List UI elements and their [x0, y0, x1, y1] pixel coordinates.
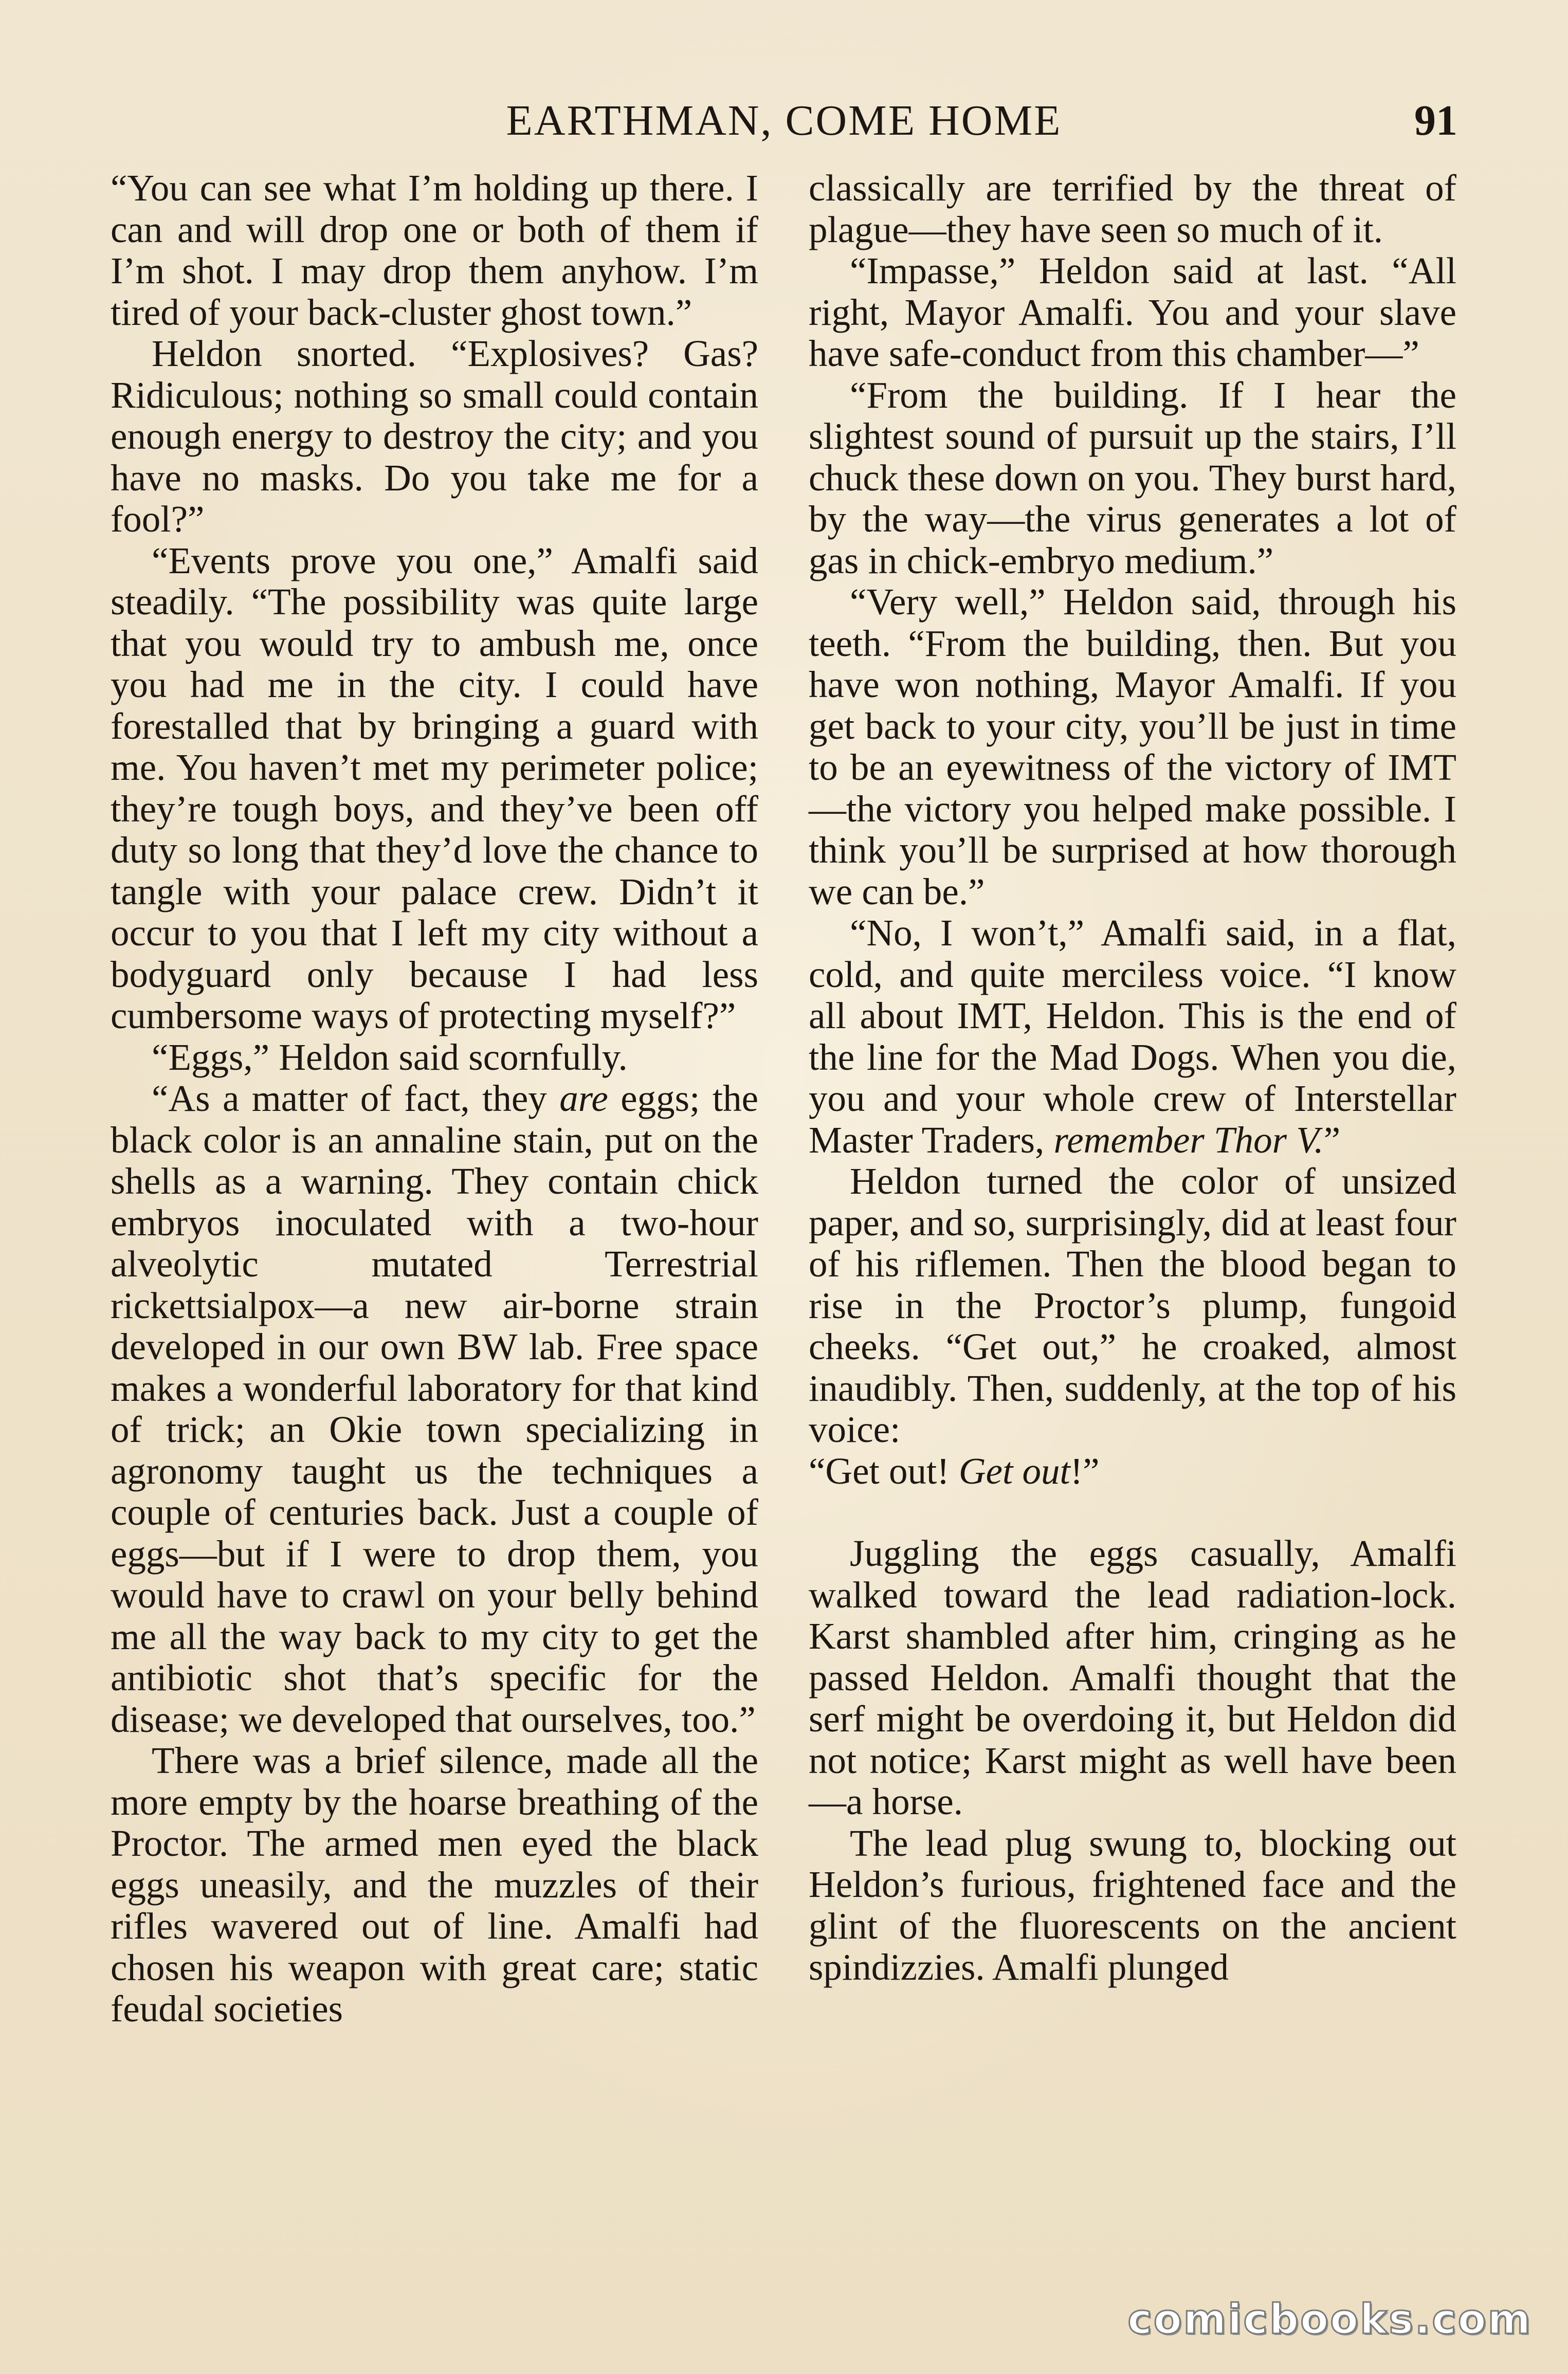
paragraph: “Eggs,” Heldon said scornfully.	[152, 1036, 628, 1078]
paragraph: Juggling the eggs casually, Amalfi walked toward the lead radiation-lock. Karst shambled after him, cringing as he passed Heldon. Amalfi thought that the serf might be overdoing it, but Heldon did not notice; Karst might as well have been—a horse.	[809, 1532, 1456, 1822]
paragraph	[111, 1078, 758, 1740]
paragraph	[809, 1451, 1456, 1492]
paragraph: “Events prove you one,” Amalfi said steadily. “The possibility was quite large that you would try to ambush me, once you had me in the city. I could have forestalled that by bringing a guard with me. You haven’t met my perimeter police; they’re tough boys, and they’ve been off duty so long that they’d love the chance to tangle with your palace crew. Didn’t it occur to you that I left my city without a bodyguard only because I had less cumbersome ways of protecting myself?”	[111, 539, 758, 1036]
paragraph: There was a brief silence, made all the more empty by the hoarse breathing of the Proctor. The armed men eyed the black eggs uneasily, and the muzzles of their rifles wavered out of line. Amalfi had chosen his weapon with great care; static feudal societies	[111, 1740, 758, 2030]
left-column	[111, 168, 758, 2030]
emphasis-text: Get out	[958, 1450, 1070, 1492]
text-run: eggs; the black color is an annaline stain, put on the shells as a warning. They contain chick embryos inoculated with a two-hour alveolytic mutated Terrestrial rickettsialpox—a new air-borne strain developed in our own BW lab. Free space makes a wonderful laboratory for that kind of trick; an Okie town specializing in agronomy taught us the techniques a couple of centuries back. Just a couple of eggs—but if I were to drop them, you would have to crawl on your belly behind me all the way back to my city to get the antibiotic shot that’s specific for the disease; we developed that ourselves, too.”	[111, 1078, 758, 1740]
paragraph: “From the building. If I hear the slightest sound of pursuit up the stairs, I’ll chuck these down on you. They burst hard, by the way—the virus generates a lot of gas in chick-embryo medium.”	[809, 374, 1456, 581]
running-head	[111, 93, 1457, 149]
text-run: “Get out!	[809, 1450, 959, 1492]
emphasis-text: are	[559, 1078, 608, 1119]
paragraph: Heldon snorted. “Explosives? Gas? Ridiculous; nothing so small could contain enough energy to destroy the city; and you have no masks. Do you take me for a fool?”	[111, 333, 758, 540]
page-number: 91	[1414, 97, 1457, 144]
paragraph: “You can see what I’m holding up there. I can and will drop one or both of them if I’m shot. I may drop them anyhow. I’m tired of your back-cluster ghost town.”	[111, 167, 758, 333]
paragraph: “Impasse,” Heldon said at last. “All right, Mayor Amalfi. You and your slave have safe-conduct from this chamber—”	[809, 250, 1456, 374]
text-run: !”	[1070, 1450, 1100, 1492]
text-run: “As a matter of fact, they	[152, 1078, 560, 1119]
emphasis-text: remember Thor V.	[1053, 1119, 1324, 1161]
text-run: “No, I won’t,” Amalfi said, in a flat, cold, and quite merciless voice. “I know all about IMT, Heldon. This is the end of the line for the Mad Dogs. When you die, you and your whole crew of Interstellar Master Traders,	[809, 912, 1456, 1161]
right-column	[809, 168, 1456, 1988]
paragraph: Heldon turned the color of unsized paper, and so, surprisingly, did at least four of his riflemen. Then the blood began to rise in the Proctor’s plump, fungoid cheeks. “Get out,” he croaked, almost inaudibly. Then, suddenly, at the top of his voice:	[809, 1160, 1456, 1450]
paragraph: “Very well,” Heldon said, through his teeth. “From the building, then. But you have won nothing, Mayor Amalfi. If you get back to your city, you’ll be just in time to be an eyewitness of the victory of IMT—the victory you helped make possible. I think you’ll be surprised at how thorough we can be.”	[809, 581, 1456, 912]
watermark: comicbooks.com	[1127, 2295, 1532, 2343]
running-title: EARTHMAN, COME HOME	[506, 97, 1062, 144]
paragraph	[809, 912, 1456, 1161]
paragraph: The lead plug swung to, blocking out Heldon’s furious, frightened face and the glint of the fluorescents on the ancient spindizzies. Amalfi plunged	[809, 1822, 1456, 1988]
text-run: ”	[1323, 1119, 1341, 1161]
paragraph: classically are terrified by the threat of plague—they have seen so much of it.	[809, 167, 1456, 250]
